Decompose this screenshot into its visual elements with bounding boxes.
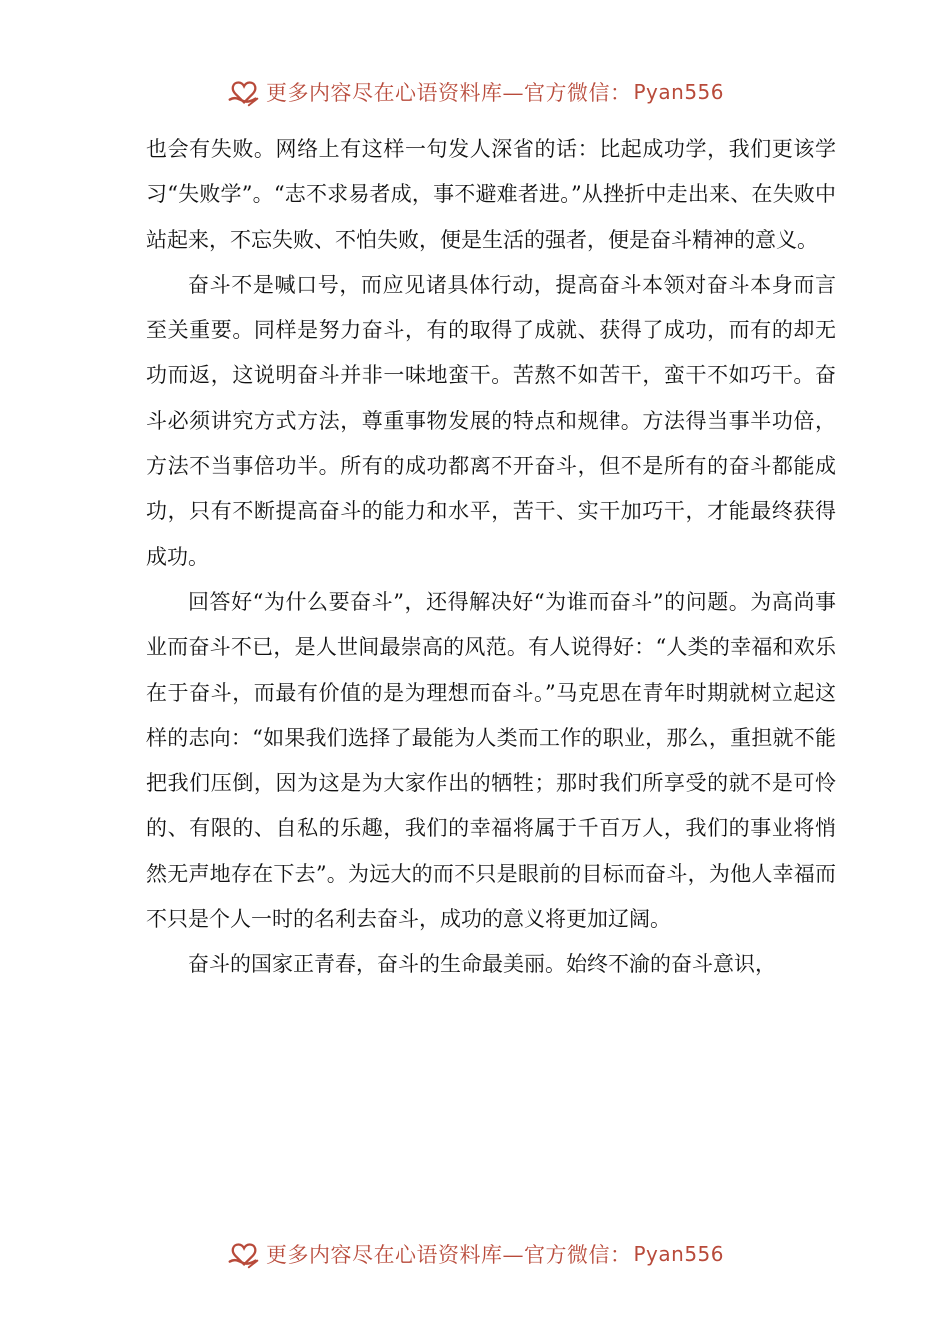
footer-banner-text: 更多内容尽在心语资料库—官方微信： (265, 1243, 632, 1267)
paragraph-2: 奋斗不是喊口号，而应见诸具体行动，提高奋斗本领对奋斗本身而言至关重要。同样是努力奋斗，有的取得了成就、获得了成功，而有的却无功而返，这说明奋斗并非一味地蛮干。苦熬不如苦干，蛮干不如巧干。奋斗必须讲究方式方法，尊重事物发展的特点和规律。方法得当事半功倍，方法不当事倍功半。所有的成功都离不开奋斗，但不是所有的奋斗都能成功，只有不断提高奋斗的能力和水平，苦干、实干加巧干，才能最终获得成功。 (146, 272, 836, 569)
footer-banner (0, 1234, 950, 1274)
header-wechat-id: Pyan556 (633, 80, 724, 104)
paragraph-3: 回答好“为什么要奋斗”，还得解决好“为谁而奋斗”的问题。为高尚事业而奋斗不已，是人世间最崇高的风范。有人说得好：“人类的幸福和欢乐在于奋斗，而最有价值的是为理想而奋斗。”马克思在青年时期就树立起这样的志向：“如果我们选择了最能为人类而工作的职业，那么，重担就不能把我们压倒，因为这是为大家作出的牺牲；那时我们所享受的就不是可怜的、有限的、自私的乐趣，我们的幸福将属于千百万人，我们的事业将悄然无声地存在下去”。为远大的而不只是眼前的目标而奋斗，为他人幸福而不只是个人一时的名利去奋斗，成功的意义将更加辽阔。 (146, 589, 836, 932)
header-banner-text: 更多内容尽在心语资料库—官方微信： (265, 81, 632, 105)
hand-heart-logo-icon (226, 73, 264, 111)
footer-wechat-id: Pyan556 (633, 1242, 724, 1266)
hand-heart-logo-icon (226, 1235, 264, 1273)
header-banner (0, 72, 950, 112)
document-body (146, 127, 836, 988)
paragraph-4: 奋斗的国家正青春，奋斗的生命最美丽。始终不渝的奋斗意识， (188, 952, 776, 977)
paragraph-1: 也会有失败。网络上有这样一句发人深省的话：比起成功学，我们更该学习“失败学”。“志不求易者成，事不避难者进。”从挫折中走出来、在失败中站起来，不忘失败、不怕失败，便是生活的强者，便是奋斗精神的意义。 (146, 137, 836, 252)
